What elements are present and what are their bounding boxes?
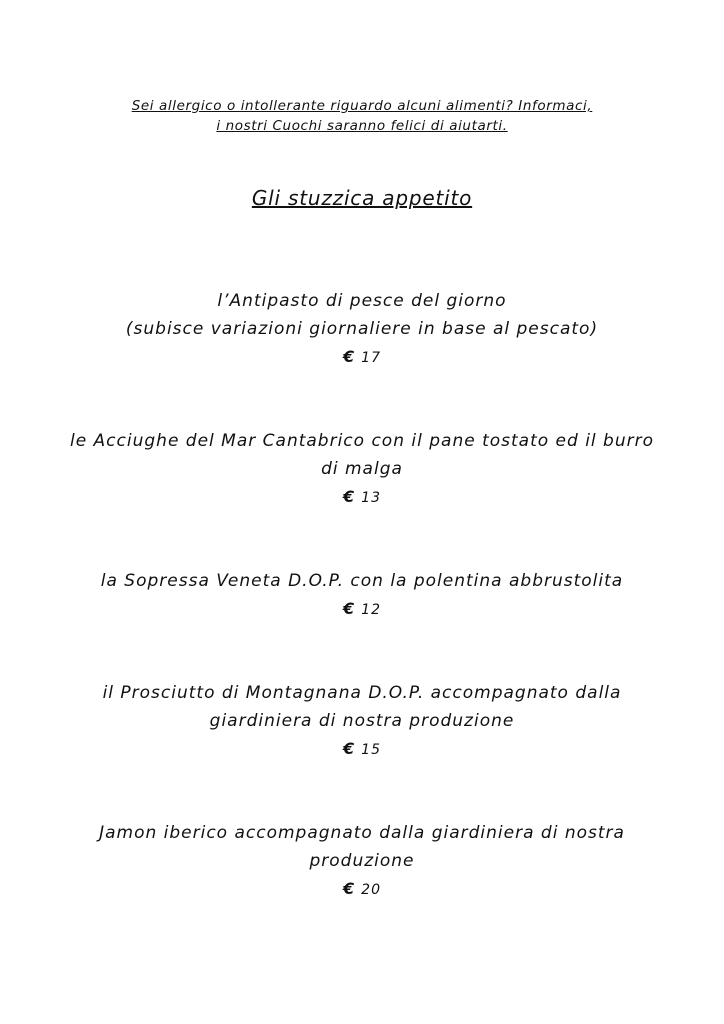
menu-item-antipasto [0, 287, 724, 372]
price-value: 17 [361, 350, 381, 366]
price-value: 15 [361, 742, 381, 758]
menu-item-price [0, 343, 724, 372]
allergy-notice-line2: i nostri Cuochi saranno felici di aiutarti. [216, 118, 508, 134]
menu-item-jamon [0, 819, 724, 904]
menu-item-name: Jamon iberico accompagnato dalla giardiniera di nostra [99, 823, 625, 843]
currency-symbol: € [343, 599, 356, 618]
currency-symbol: € [343, 879, 356, 898]
menu-item-description: (subisce variazioni giornaliere in base al pescato) [125, 319, 599, 339]
allergy-notice [0, 96, 724, 136]
menu-item-prosciutto [0, 679, 724, 764]
price-value: 12 [361, 602, 381, 618]
price-value: 20 [361, 882, 381, 898]
price-value: 13 [361, 490, 381, 506]
menu-item-description: produzione [309, 851, 415, 871]
menu-item-sopressa [0, 567, 724, 624]
menu-item-name: l’Antipasto di pesce del giorno [217, 291, 507, 311]
menu-item-description: giardiniera di nostra produzione [209, 711, 515, 731]
menu-item-price [0, 875, 724, 904]
menu-item-price [0, 595, 724, 624]
menu-item-name: il Prosciutto di Montagnana D.O.P. accompagnato dalla [102, 683, 622, 703]
currency-symbol: € [343, 739, 356, 758]
menu-item-name: le Acciughe del Mar Cantabrico con il pane tostato ed il burro [69, 431, 655, 451]
allergy-notice-line1: Sei allergico o intollerante riguardo alcuni alimenti? Informaci, [131, 98, 593, 114]
menu-item-description: di malga [321, 459, 403, 479]
menu-item-price [0, 735, 724, 764]
currency-symbol: € [343, 487, 356, 506]
menu-item-acciughe [0, 427, 724, 512]
menu-item-price [0, 483, 724, 512]
section-title: Gli stuzzica appetito [251, 186, 473, 210]
menu-item-name: la Sopressa Veneta D.O.P. con la polentina abbrustolita [100, 571, 624, 591]
currency-symbol: € [343, 347, 356, 366]
